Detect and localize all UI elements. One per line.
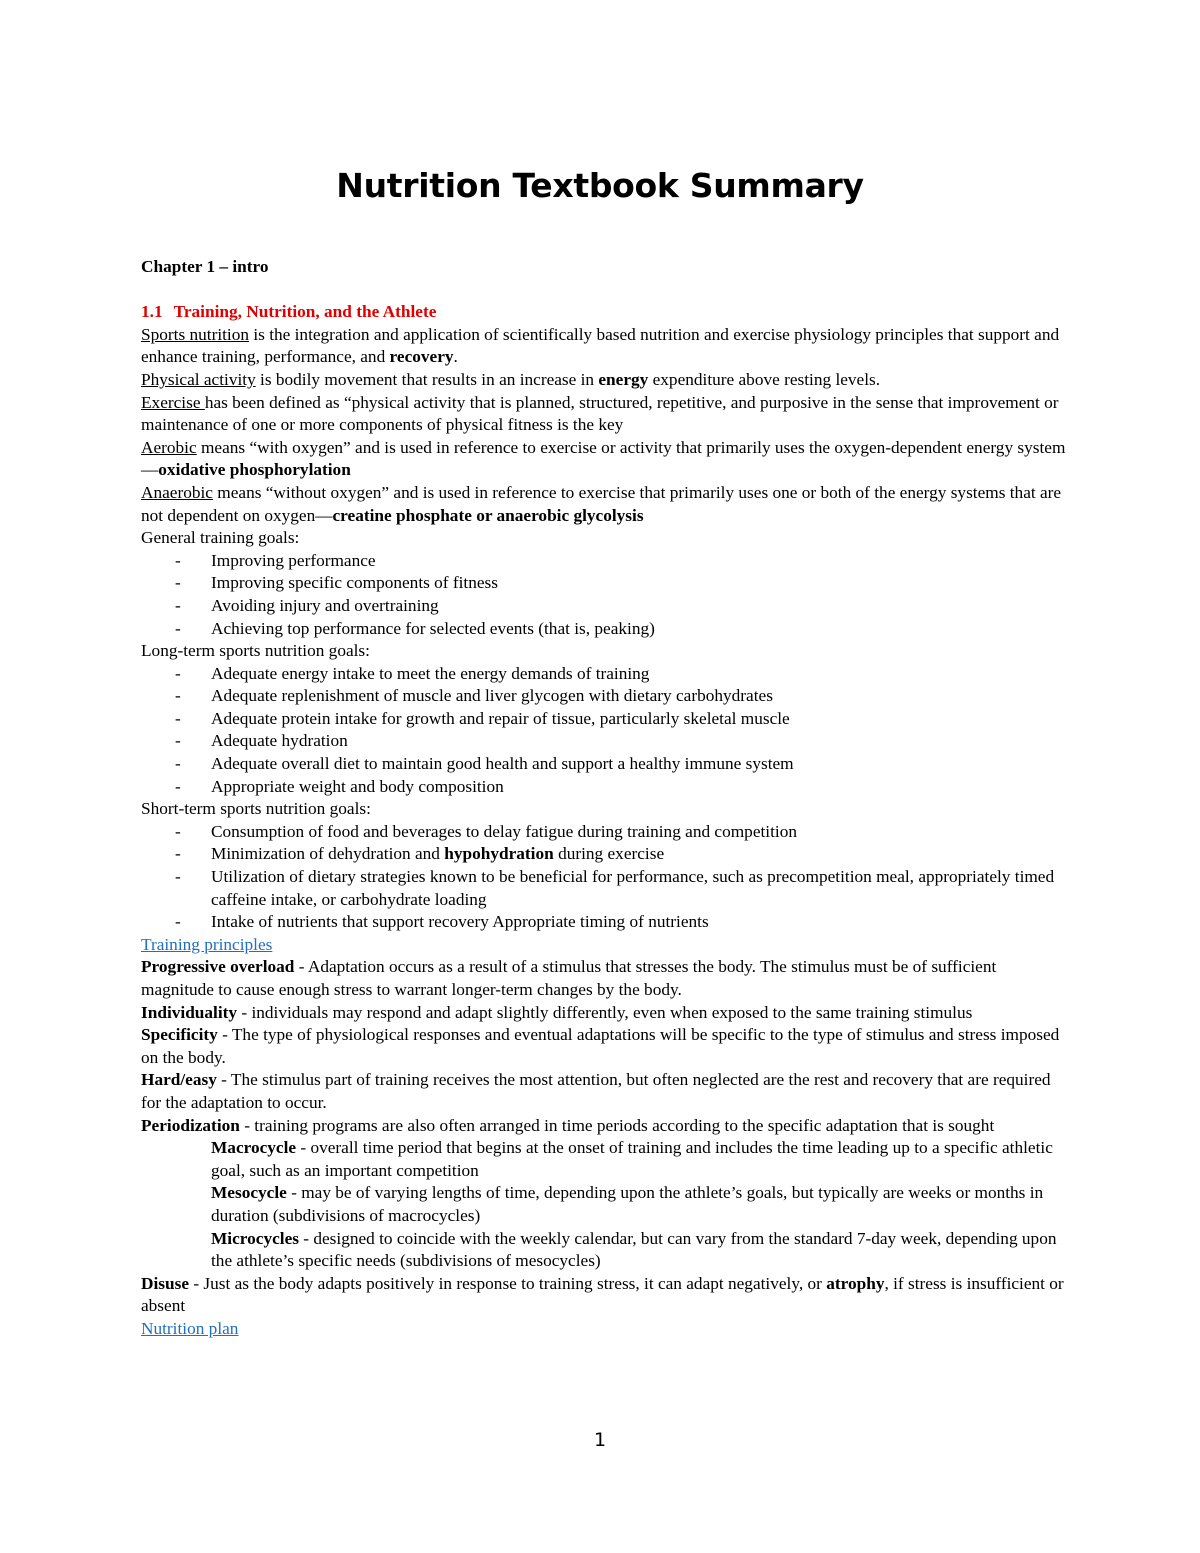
document-body xyxy=(141,256,1066,1341)
section-heading xyxy=(141,301,1066,324)
bold-recovery: recovery xyxy=(389,347,454,367)
bold-atrophy: atrophy xyxy=(826,1273,885,1293)
principle-specificity xyxy=(141,1024,1066,1069)
document-title: Nutrition Textbook Summary xyxy=(336,166,864,205)
principle-text: - Adaptation occurs as a result of a stimulus that stresses the body. The stimulus must be of sufficient magnitude to cause enough stress to warrant longer-term changes by the body. xyxy=(141,957,997,999)
definition-anaerobic xyxy=(141,482,1066,527)
term-hard-easy: Hard/easy xyxy=(141,1070,217,1090)
bold-energy: energy xyxy=(598,369,649,389)
definition-end: expenditure above resting levels. xyxy=(648,369,881,389)
section-title: Training, Nutrition, and the Athlete xyxy=(173,302,437,322)
definition-text: is the integration and application of scientifically based nutrition and exercise physiology principles that support and enhance training, performance, and xyxy=(141,324,1060,367)
bold-oxidative-phosphorylation: oxidative phosphorylation xyxy=(158,460,351,480)
principle-text: - overall time period that begins at the onset of training and includes the time leading up to a specific athletic goal, such as an important competition xyxy=(211,1138,1053,1180)
definition-text: means “without oxygen” and is used in reference to exercise that primarily uses one or both of the energy systems that are not dependent on oxygen— xyxy=(141,482,1062,525)
general-goals-heading: General training goals: xyxy=(141,528,300,548)
bold-hypohydration: hypohydration xyxy=(444,844,554,864)
definition-exercise xyxy=(141,392,1066,437)
principle-microcycles xyxy=(141,1228,1066,1273)
principle-periodization xyxy=(141,1115,1066,1138)
term-physical-activity: Physical activity xyxy=(141,369,256,389)
definition-sports-nutrition xyxy=(141,324,1066,369)
long-term-goals-list xyxy=(141,663,1066,799)
page-number: 1 xyxy=(593,1429,607,1451)
term-disuse: Disuse xyxy=(141,1273,190,1293)
nutrition-plan-link-line xyxy=(141,1318,1066,1341)
principle-text: - The type of physiological responses and eventual adaptations will be specific to the type of stimulus and stress imposed on the body. xyxy=(141,1025,1060,1067)
bold-creatine-phosphate: creatine phosphate or anaerobic glycolysis xyxy=(332,505,644,525)
principle-text: - may be of varying lengths of time, depending upon the athlete’s goals, but typically are weeks or months in duration (subdivisions of macrocycles) xyxy=(211,1183,1044,1225)
principle-mesocycle xyxy=(141,1182,1066,1227)
list-item: - Adequate replenishment of muscle and liver glycogen with dietary carbohydrates xyxy=(141,685,1066,708)
principle-disuse xyxy=(141,1273,1066,1318)
list-item: - Utilization of dietary strategies known to be beneficial for performance, such as precompetition meal, appropriately timed caffeine intake, or carbohydrate loading xyxy=(141,866,1066,911)
training-principles-link[interactable]: Training principles xyxy=(141,934,273,954)
term-aerobic: Aerobic xyxy=(141,437,197,457)
list-item-text: Minimization of dehydration and xyxy=(211,844,445,864)
list-item: - Adequate overall diet to maintain good health and support a healthy immune system xyxy=(141,753,1066,776)
term-mesocycle: Mesocycle xyxy=(211,1183,287,1203)
definition-physical-activity xyxy=(141,369,1066,392)
list-item xyxy=(141,843,1066,866)
term-macrocycle: Macrocycle xyxy=(211,1138,297,1158)
list-item: - Adequate protein intake for growth and repair of tissue, particularly skeletal muscle xyxy=(141,708,1066,731)
section-number: 1.1 xyxy=(141,302,163,322)
definition-text: has been defined as “physical activity that is planned, structured, repetitive, and purposive in the sense that improvement or maintenance of one or more components of physical fitness is the key xyxy=(141,392,1059,435)
principle-progressive-overload xyxy=(141,956,1066,1001)
term-microcycles: Microcycles xyxy=(211,1228,299,1248)
list-item: - Adequate hydration xyxy=(141,730,1066,753)
term-individuality: Individuality xyxy=(141,1002,238,1022)
term-periodization: Periodization xyxy=(141,1115,240,1135)
short-term-goals-heading: Short-term sports nutrition goals: xyxy=(141,799,371,819)
list-item: - Avoiding injury and overtraining xyxy=(141,595,1066,618)
term-anaerobic: Anaerobic xyxy=(141,482,213,502)
principle-text: - Just as the body adapts positively in response to training stress, it can adapt negatively, or xyxy=(189,1273,827,1293)
principle-hard-easy xyxy=(141,1069,1066,1114)
definition-text: means “with oxygen” and is used in reference to exercise or activity that primarily uses the oxygen-dependent energy system— xyxy=(141,437,1066,480)
principle-macrocycle xyxy=(141,1137,1066,1182)
principle-text: - training programs are also often arranged in time periods according to the specific adaptation that is sought xyxy=(239,1115,995,1135)
principle-text: - individuals may respond and adapt slightly differently, even when exposed to the same training stimulus xyxy=(237,1002,973,1022)
principle-text: - The stimulus part of training receives the most attention, but often neglected are the rest and recovery that are required for the adaptation to occur. xyxy=(141,1070,1051,1112)
general-goals-list xyxy=(141,550,1066,640)
list-item: - Adequate energy intake to meet the energy demands of training xyxy=(141,663,1066,686)
list-item-text: during exercise xyxy=(553,844,665,864)
term-specificity: Specificity xyxy=(141,1025,218,1045)
principle-text: - designed to coincide with the weekly calendar, but can vary from the standard 7-day week, depending upon the athlete’s specific needs (subdivisions of mesocycles) xyxy=(211,1228,1057,1271)
list-item: - Appropriate weight and body composition xyxy=(141,776,1066,799)
training-principles-link-line xyxy=(141,934,1066,957)
list-item: - Achieving top performance for selected events (that is, peaking) xyxy=(141,618,1066,641)
principle-text: , if stress is insufficient or absent xyxy=(141,1273,1064,1316)
term-sports-nutrition: Sports nutrition xyxy=(141,324,250,344)
short-term-goals-list xyxy=(141,821,1066,934)
definition-text: is bodily movement that results in an increase in xyxy=(255,369,599,389)
definition-end: . xyxy=(453,347,458,367)
term-progressive-overload: Progressive overload xyxy=(141,957,295,977)
list-item: - Consumption of food and beverages to delay fatigue during training and competition xyxy=(141,821,1066,844)
list-item: - Improving performance xyxy=(141,550,1066,573)
list-item: - Improving specific components of fitness xyxy=(141,572,1066,595)
list-item: - Intake of nutrients that support recovery Appropriate timing of nutrients xyxy=(141,911,1066,934)
definition-aerobic xyxy=(141,437,1066,482)
principle-individuality xyxy=(141,1002,1066,1025)
term-exercise: Exercise xyxy=(141,392,205,412)
nutrition-plan-link[interactable]: Nutrition plan xyxy=(141,1318,239,1338)
chapter-heading: Chapter 1 – intro xyxy=(141,257,269,276)
long-term-goals-heading: Long-term sports nutrition goals: xyxy=(141,641,370,661)
